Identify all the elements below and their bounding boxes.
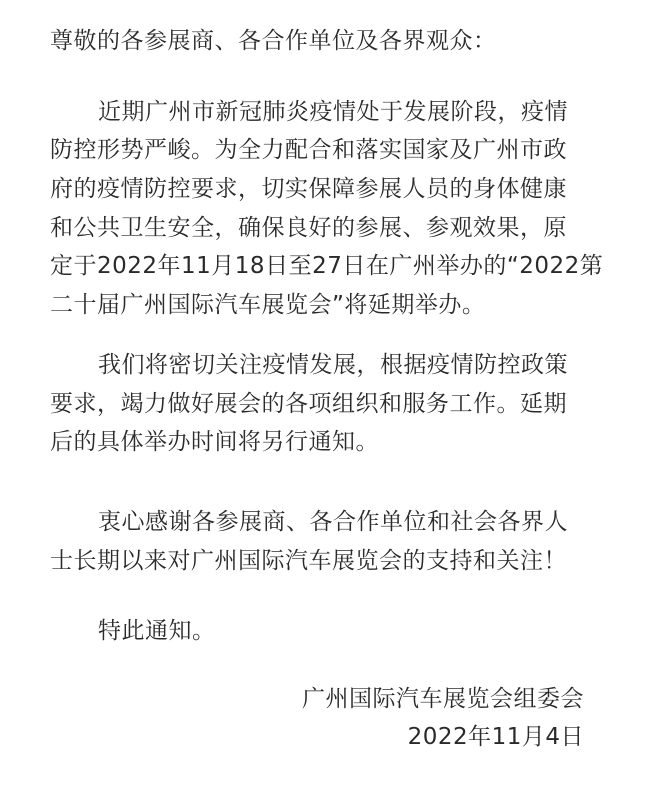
paragraph-line: 近期广州市新冠肺炎疫情处于发展阶段，疫情 bbox=[98, 99, 568, 125]
paragraph-line: 衷心感谢各参展商、各合作单位和社会各界人 bbox=[98, 509, 568, 535]
paragraph-line: 二十届广州国际汽车展览会”将延期举办。 bbox=[50, 292, 486, 318]
signature-date: 2022年11月4日 bbox=[407, 724, 584, 750]
paragraph-line: 和公共卫生安全，确保良好的参展、参观效果，原 bbox=[50, 215, 567, 241]
paragraph-line: 府的疫情防控要求，切实保障参展人员的身体健康 bbox=[50, 176, 567, 202]
paragraph-line: 我们将密切关注疫情发展，根据疫情防控政策 bbox=[98, 352, 568, 378]
paragraph-line: 要求，竭力做好展会的各项组织和服务工作。延期 bbox=[50, 391, 567, 417]
paragraph-line: 后的具体举办时间将另行通知。 bbox=[50, 429, 379, 455]
paragraph-line: 防控形势严峻。为全力配合和落实国家及广州市政 bbox=[50, 137, 567, 163]
paragraph-line: 定于2022年11月18日至27日在广州举办的“2022第 bbox=[50, 253, 604, 279]
paragraph-line: 特此通知。 bbox=[98, 618, 216, 644]
paragraph-line: 士长期以来对广州国际汽车展览会的支持和关注！ bbox=[50, 548, 567, 574]
salutation: 尊敬的各参展商、各合作单位及各界观众： bbox=[50, 28, 497, 54]
signature-organization: 广州国际汽车展览会组委会 bbox=[302, 686, 584, 712]
